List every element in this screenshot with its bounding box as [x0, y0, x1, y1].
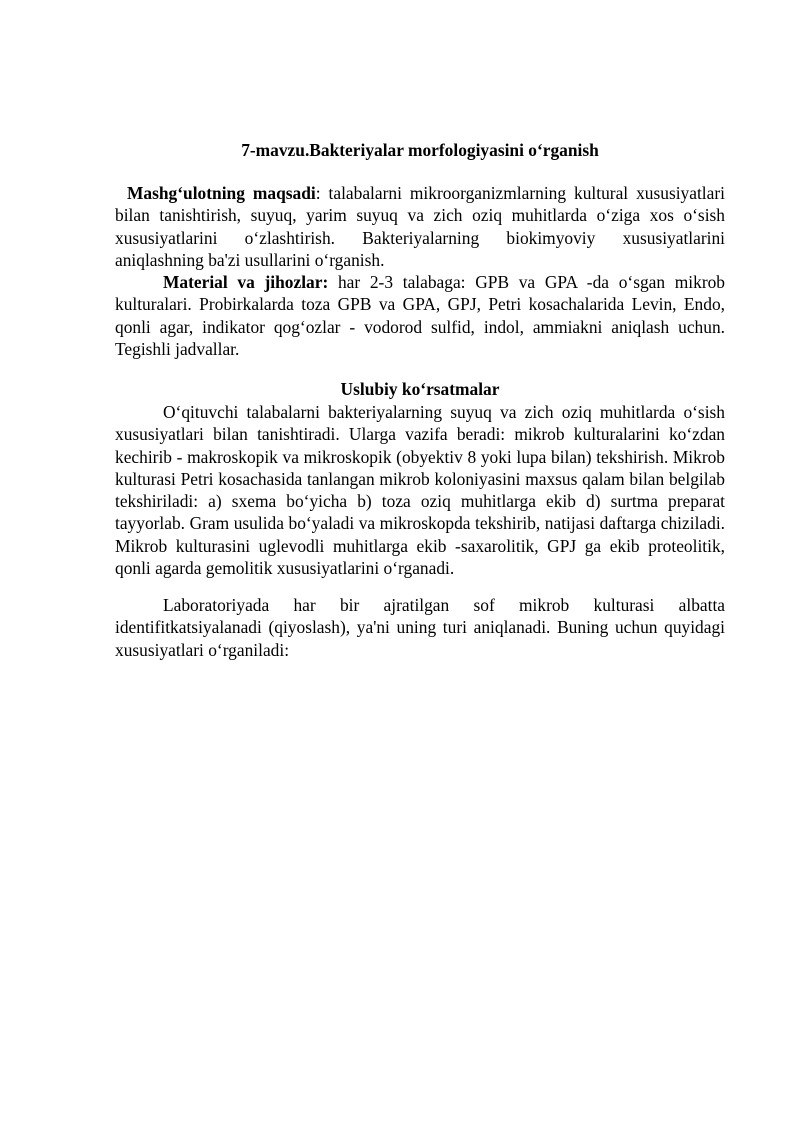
section-heading: Uslubiy ko‘rsatmalar — [340, 379, 500, 399]
materials-label: Material va jihozlar: — [163, 272, 329, 292]
identification-paragraph: Laboratoriyada har bir ajratilgan sof mikrob kulturasi albatta identifitkatsiyalanadi (qiyoslash), ya'ni uning turi aniqlanadi. Buning uchun quyidagi xususiyatlari o‘rganiladi: — [115, 595, 725, 660]
materials-text: har 2-3 talabaga: GPB va GPA -da o‘sgan mikrob kulturalari. Probirkalarda toza GPB va GPA, GPJ, Petri kosachalarida Levin, Endo, qonli agar, indikator qog‘ozlar - vodorod sulfid, indol, ammiakni aniqlash uchun. Tegishli jadvallar. — [115, 272, 726, 359]
instructions-paragraph: O‘qituvchi talabalarni bakteriyalarning suyuq va zich oziq muhitlarda o‘sish xususiyatlari bilan tanishtiradi. Ularga vazifa beradi: mikrob kulturalarini ko‘zdan kechirib - makroskopik va mikroskopik (obyektiv 8 yoki lupa bilan) tekshirish. Mikrob kulturasi Petri kosachasida tanlangan mikrob koloniyasini maxsus qalam bilan belgilab tekshiriladi: a) sxema bo‘yicha b) toza oziq muhitlarga ekib d) surtma preparat tayyorlab. Gram usulida bo‘yaladi va mikroskopda tekshirib, natijasi daftarga chiziladi. Mikrob kulturasini uglevodli muhitlarga ekib -saxarolitik, GPJ ga ekib proteolitik, qonli agarda gemolitik xususiyatlarini o‘rganadi. — [115, 402, 725, 579]
goal-label: Mashg‘ulotning maqsadi — [127, 183, 316, 203]
materials-paragraph — [115, 271, 725, 360]
goal-paragraph — [115, 182, 725, 271]
document-title: 7-mavzu.Bakteriyalar morfologiyasini o‘rganish — [241, 140, 599, 160]
goal-text: : talabalarni mikroorganizmlarning kultural xususiyatlari bilan tanishtirish, suyuq, yarim suyuq va zich oziq muhitlarda o‘ziga xos o‘sish xususiyatlarini o‘zlashtirish. Bakteriyalarning biokimyoviy xususiyatlarini aniqlashning ba'zi usullarini o‘rganish. — [115, 183, 725, 270]
